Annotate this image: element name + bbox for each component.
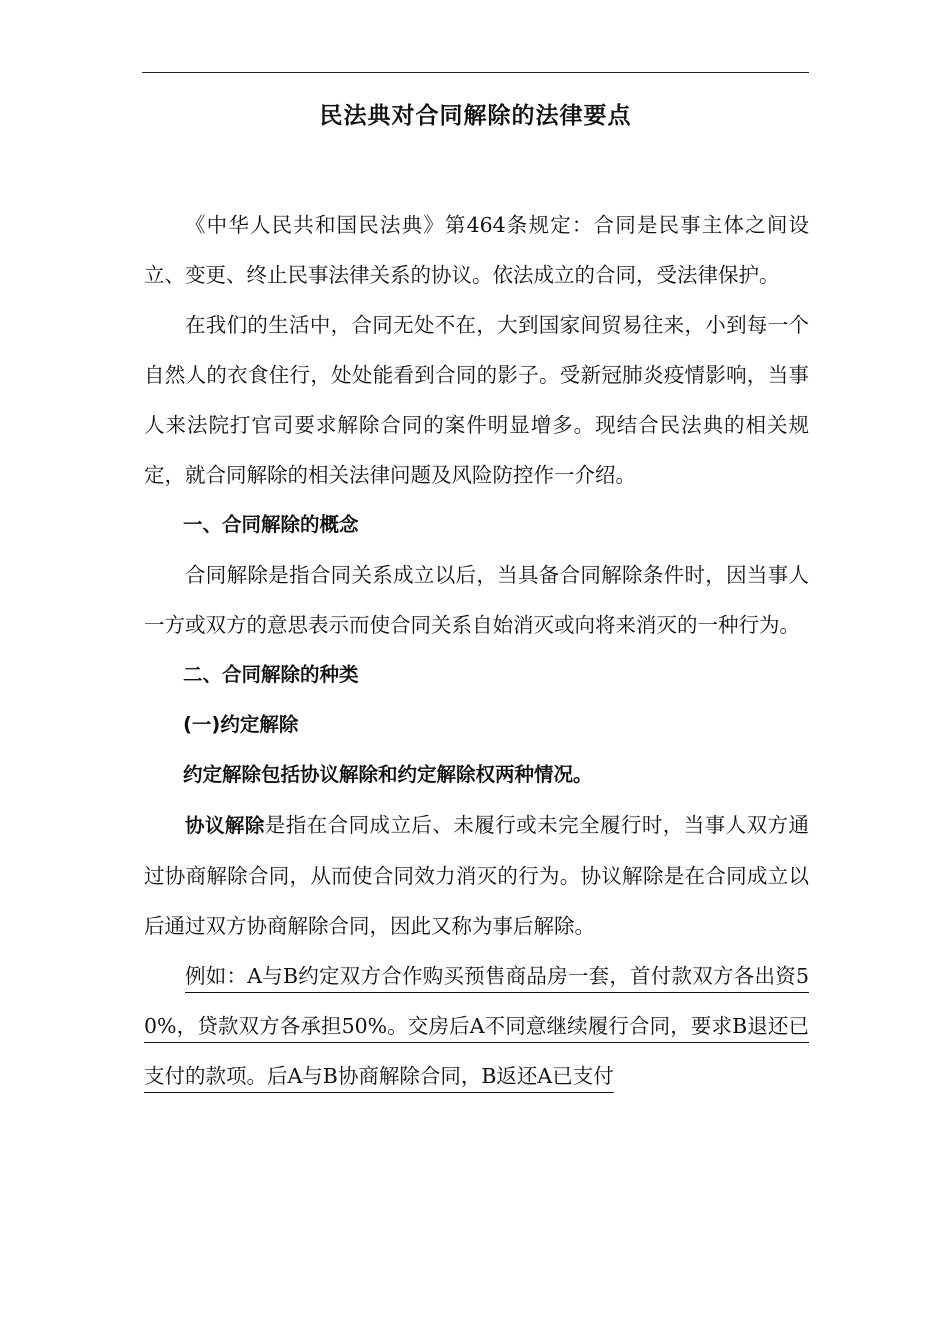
subsection-heading-agreed: (一)约定解除 <box>183 713 299 736</box>
subsection-summary: 约定解除包括协议解除和约定解除权两种情况。 <box>183 763 593 786</box>
paragraph-agreement-termination <box>144 800 809 951</box>
document-title: 民法典对合同解除的法律要点 <box>319 103 632 129</box>
paragraph-example: 例如：A与B约定双方合作购买预售商品房一套，首付款双方各出资50%，贷款双方各承担50%。交房后A不同意继续履行合同，要求B退还已支付的款项。后A与B协商解除合同，B返还A已支付 <box>144 964 809 1088</box>
document-body <box>144 200 809 1101</box>
section-heading-concept: 一、合同解除的概念 <box>183 513 359 536</box>
paragraph-background: 在我们的生活中，合同无处不在，大到国家间贸易往来，小到每一个自然人的衣食住行，处处能看到合同的影子。受新冠肺炎疫情影响，当事人来法院打官司要求解除合同的案件明显增多。现结合民法典的相关规定，就合同解除的相关法律问题及风险防控作一介绍。 <box>144 313 809 487</box>
term-agreement-termination: 协议解除 <box>185 814 265 837</box>
paragraph-concept: 合同解除是指合同关系成立以后，当具备合同解除条件时，因当事人一方或双方的意思表示而使合同关系自始消灭或向将来消灭的一种行为。 <box>144 563 809 637</box>
section-heading-types: 二、合同解除的种类 <box>183 663 359 686</box>
definition-agreement-termination: 是指在合同成立后、未履行或未完全履行时，当事人双方通过协商解除合同，从而使合同效力消灭的行为。协议解除是在合同成立以后通过双方协商解除合同，因此又称为事后解除。 <box>144 813 809 938</box>
paragraph-intro: 《中华人民共和国民法典》第464条规定：合同是民事主体之间设立、变更、终止民事法律关系的协议。依法成立的合同，受法律保护。 <box>144 213 809 287</box>
header-rule <box>142 72 809 73</box>
